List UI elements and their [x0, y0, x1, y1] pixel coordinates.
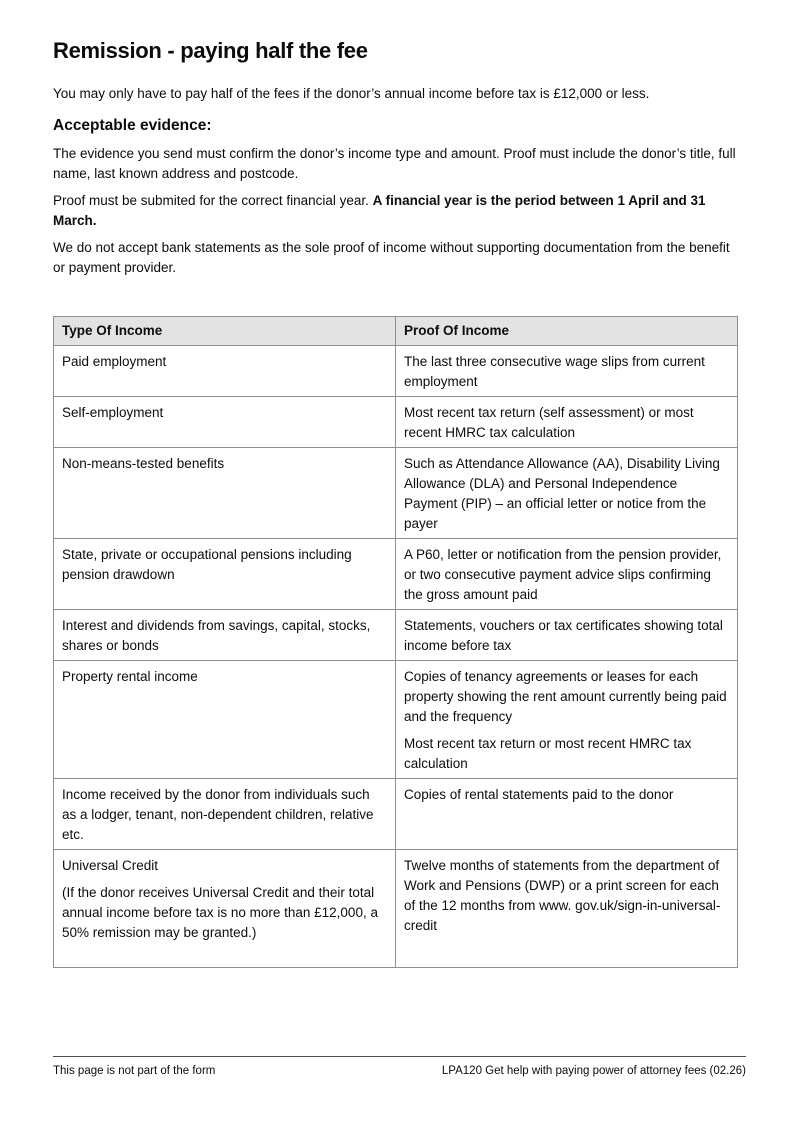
- cell-text: Most recent tax return (self assessment) or most recent HMRC tax calculation: [404, 405, 694, 440]
- section-heading: Acceptable evidence:: [53, 117, 212, 134]
- income-type-cell: [54, 850, 396, 968]
- cell-text: Copies of tenancy agreements or leases for each property showing the rent amount currently being paid and the frequency: [404, 669, 727, 724]
- table-row-property-rental-income: [54, 661, 738, 779]
- evidence-paragraph-3: We do not accept bank statements as the sole proof of income without supporting documentation from the benefit or payment provider.: [53, 240, 730, 275]
- cell-text: Income received by the donor from individuals such as a lodger, tenant, non-dependent children, relative etc.: [62, 787, 374, 842]
- page-footer: [53, 1056, 746, 1077]
- proof-cell: [396, 346, 738, 397]
- table-header-row: [54, 317, 738, 346]
- cell-text: Statements, vouchers or tax certificates showing total income before tax: [404, 618, 723, 653]
- income-type-cell: [54, 610, 396, 661]
- cell-text: Self-employment: [62, 405, 164, 420]
- proof-cell: [396, 397, 738, 448]
- proof-cell: [396, 850, 738, 968]
- income-table-body: [54, 346, 738, 968]
- income-type-cell: [54, 661, 396, 779]
- footer-divider: [53, 1056, 746, 1057]
- table-row-paid-employment: [54, 346, 738, 397]
- income-type-cell: [54, 346, 396, 397]
- financial-year-bold-note: A financial year is the period between 1 April and 31 March.: [53, 193, 706, 228]
- page-title: Remission - paying half the fee: [53, 38, 368, 63]
- income-type-cell: [54, 397, 396, 448]
- cell-text: Property rental income: [62, 669, 198, 684]
- proof-cell: [396, 610, 738, 661]
- cell-text: Non-means-tested benefits: [62, 456, 225, 471]
- intro-paragraph: You may only have to pay half of the fees if the donor’s annual income before tax is £12,000 or less.: [53, 86, 650, 101]
- income-table: [53, 316, 738, 968]
- evidence-paragraph-2: [53, 191, 738, 231]
- cell-text: Most recent tax return or most recent HMRC tax calculation: [404, 736, 692, 771]
- cell-text: Twelve months of statements from the department of Work and Pensions (DWP) or a print screen for each of the 12 months from www. gov.uk/sign-in-universal-credit: [404, 858, 721, 933]
- table-row-interest-and-dividends: [54, 610, 738, 661]
- cell-text: State, private or occupational pensions including pension drawdown: [62, 547, 352, 582]
- table-row-self-employment: [54, 397, 738, 448]
- proof-cell: [396, 448, 738, 539]
- cell-text: Such as Attendance Allowance (AA), Disability Living Allowance (DLA) and Personal Independence Payment (PIP) – an official letter or notice from the payer: [404, 456, 720, 531]
- income-table-head: [54, 317, 738, 346]
- table-row-pensions: [54, 539, 738, 610]
- evidence-paragraph-1: The evidence you send must confirm the donor’s income type and amount. Proof must include the donor’s title, full name, last known address and postcode.: [53, 146, 736, 181]
- cell-text: Universal Credit: [62, 858, 159, 873]
- cell-text: (If the donor receives Universal Credit and their total annual income before tax is no more than £12,000, a 50% remission may be granted.): [62, 885, 378, 940]
- cell-text: Interest and dividends from savings, capital, stocks, shares or bonds: [62, 618, 371, 653]
- income-type-cell: [54, 779, 396, 850]
- footer-reference: LPA120 Get help with paying power of attorney fees (02.26): [441, 1065, 746, 1077]
- cell-text: The last three consecutive wage slips from current employment: [404, 354, 705, 389]
- income-type-cell: [54, 539, 396, 610]
- proof-cell: [396, 779, 738, 850]
- cell-text: A P60, letter or notification from the pension provider, or two consecutive payment advice slips confirming the gross amount paid: [404, 547, 722, 602]
- table-row-income-from-individuals: [54, 779, 738, 850]
- column-header-type-of-income: Type Of Income: [54, 317, 396, 346]
- proof-cell: [396, 539, 738, 610]
- proof-cell: [396, 661, 738, 779]
- table-row-non-means-tested-benefits: [54, 448, 738, 539]
- footer-note: This page is not part of the form: [53, 1065, 216, 1077]
- evidence-paragraph-2-text: Proof must be submited for the correct financial year.: [53, 193, 373, 208]
- cell-text: Copies of rental statements paid to the donor: [404, 787, 674, 802]
- column-header-proof-of-income: Proof Of Income: [396, 317, 738, 346]
- cell-text: Paid employment: [62, 354, 167, 369]
- income-type-cell: [54, 448, 396, 539]
- table-row-universal-credit: [54, 850, 738, 968]
